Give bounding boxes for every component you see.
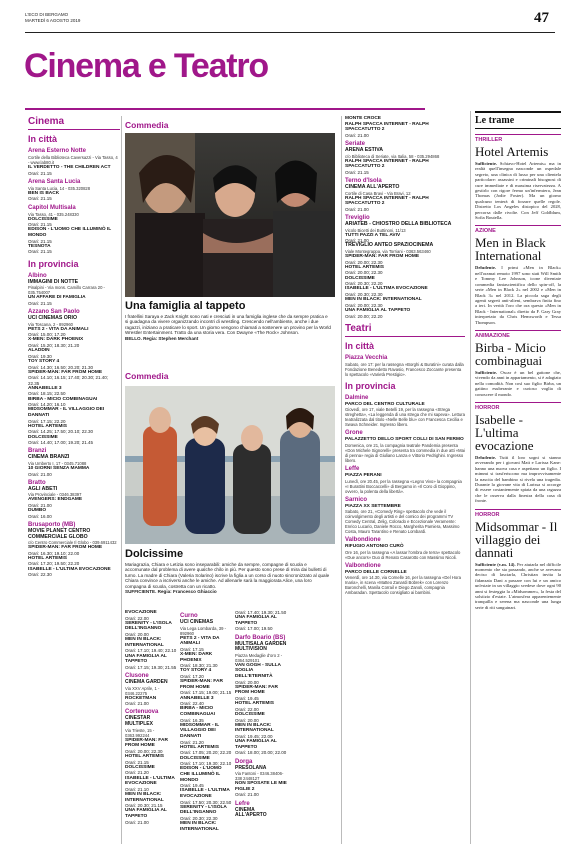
header-rule [25,32,555,33]
venue-city: Branzi [28,448,47,455]
venue-city: Curno [180,613,198,619]
film-title: ALADDIN [28,348,50,354]
film-title: PETS 2 - VITA DA ANIMALI [28,326,89,332]
film-title: MIDSOMMAR - IL VILLAGGIO DEI DANNATI [180,722,220,739]
venue-name: TREVIGLIO ANTEO SPAZIOCINEMA [345,242,434,249]
teatro-venue: RIFUGIO ANTONIO CURÒ [345,544,404,550]
teatro-name: Piazza Vecchia [345,354,388,361]
movie2-photo [125,386,335,544]
film-title: AVENGERS: ENDGAME [28,497,83,503]
venue-city: Darfo Boario (BS) [235,634,286,641]
venue-name: Arena Esterno Notte [28,148,87,154]
teatro-text: Giovedì, ore 17, viale Betelli 19, per la rassegna «Strega streghetta», «La leggenda di una strega che mi sapeva». Lettura teatralizzata dal titolo «Nelle Belle blu» con Francesca Cecilia e Swava Schneider. Ingresso libero. [345,407,465,428]
teatro-text: Venerdì, ore 14.30, via Cornelle 16, per la rassegna «Del Hora Inaria», in scena «Matteo Zanardi Bobrek» con Lorenzo Baronchelli, Manila Corrail e Diego Zanoli, compagnia Ambaradan. Spettacolo consigliato ai bambini. [345,575,461,596]
movie1-credits: BELLO. Regia: Stephen Merchant [125,335,199,341]
venue-address: Via Tasso, 41 - 035.248330 [28,211,79,217]
film-title: MEN IN BLACK: INTERNATIONAL [125,637,164,648]
film-title: DOLCISSIME [345,275,375,281]
teatro-city: Leffe [345,465,360,472]
showtimes: Orari: 15.20; 18.30; 21.20 [28,342,80,348]
showtimes: Orari: 21.15 [345,169,369,175]
showtimes: Orari: 14.25; 17.50; 20.10; 22.30 [28,429,94,435]
film-title: ISABELLE - L'ULTIMA EVOCAZIONE [180,788,230,799]
film-title: RALPH SPACCA INTERNET - RALPH SPACCATUTTO 2 [345,195,429,207]
film-title: MEN IN BLACK: INTERNATIONAL [235,722,274,734]
showtimes: Orari: 21.15 [28,196,52,202]
venue-name: UCI CINEMAS [180,619,214,625]
film-title: HOTEL ARTEMIS [180,744,219,750]
movie2-credits: SUFFICIENTE. Regia: Francesco Ghiaccio [125,589,217,595]
showtimes: Orari: 19.30 [28,353,52,359]
showtimes: Orari: 21.15 [28,222,52,228]
showtimes: Orari: 17.20; 19.50; 22.20 [28,561,80,567]
showtimes: Orari: 21.20 [180,739,204,745]
showtimes: Orari: 20.00; 22.30 [345,302,383,308]
review-genre: HORROR [475,402,561,411]
showtimes: Orari: 21.15 [28,249,52,255]
film-title: ROCKETMAN [125,695,157,701]
section-title: Cinema e Teatro [24,47,269,85]
venue-city: Bratto [28,479,46,486]
showtimes: Orari: 19.45; 22.00 [235,733,273,739]
venue-address: Via Umberto I, 17 - 0345.71088 [28,460,87,466]
film-title: ANNABELLE 3 [28,385,62,391]
film-title: UNA FAMIGLIA AL TAPPETO [235,739,277,750]
review-text: Oscar è un bel gattone che, vivendo da anni in appartamento, si è adagiato nella comodità. Non così suo figlio Birba, un gattino esuberante e curioso voglia di conoscere il mondo. [475,369,561,397]
film-title: UNA FAMIGLIA AL TAPPETO [125,653,167,665]
film-title: PETS 2 - VITA DA ANIMALI [180,635,220,647]
teatro-city: Sarnico [345,496,368,503]
film-title: SPIDER-MAN: FAR FROM HOME [235,684,278,696]
venue-address: Piazza Medaglie d'oro 2 - 0364.529101 [235,652,283,663]
film-title: TUTTI PAZZI A TEL AVIV [345,232,401,238]
teatro-venue: PIAZZA PERANI [345,472,382,478]
review-body [475,265,561,324]
venue-city: Lefre [235,800,250,807]
showtimes: Orari: 22.00 [235,706,259,712]
venue-city: Albino [28,272,47,279]
paper-date: MARTEDÌ 6 AGOSTO 2019 [25,18,81,23]
showtimes: Orari: 21.15 [125,759,149,765]
showtimes: Orari: 20.30; 22.30 [345,291,383,297]
review-rating: Deludente. [475,265,497,271]
film-title: DUMBO [28,508,47,514]
showtimes: Orari: 21.20 [125,770,149,776]
showtimes: Orari: 17.10; 19.30; 22.10 [180,761,232,767]
film-title: HOTEL ARTEMIS [28,423,67,429]
film-title: X-MEN: DARK PHOENIX [180,651,213,663]
venue-name: MOVIE PLANET CENTRO COMMERCIALE GLOBO [28,527,91,540]
review-genre: AZIONE [475,225,561,234]
listings-grid-col-spare [289,610,339,844]
movie2-text: Mariagrazia, Chiara e Letizia sono inseparabili: amiche da sempre, compagne di scuola e accomunate dal problema di avere qualche chilo in più. Per questo sono prese di mira dai bulletti di turno. La madre di Chiara (Valeria Solarino) iscrive la figlia a un corso di nuoto sincronizzato al quale Chiara convince a iscriversi anche le amiche. Ad allenarle sarà la maggiorata Alice, una loro compagna di scuola, costretta con un ricatto. [125,562,330,589]
review-body [475,562,561,611]
venue-city: Cortenuova [125,709,159,716]
showtimes: Orari: 16.30; 19.10; 22.00 [28,550,80,556]
listings-grid-col-b [180,610,232,844]
showtimes: Orari: 20.00 [235,679,259,685]
venue-address: Cortile di Casa Bravi - Via Bravi, 12 [345,190,411,196]
teatro-city: Dalmine [345,394,369,401]
venue-address: Vicolo Bicetti dei Buttinoni, 11/13 [345,227,406,233]
review-text: Tutti il loro sogni si stanno avverando per i giovani Matt e Larissa Kane: hanno una nuova casa e aspettano un figlio. I mimmi si trasferiscono ma improvvisamente la nascita del bambino si rivela una tragedia. Durante la giovane vita di Larissa si accorge di essere costantemente spiata da una ragazza che le osserva dalla finestra della casa di fronte. [475,454,561,504]
showtimes: Orari: 20.00 [235,717,259,723]
venue-name: CINEMA ALL'APERTO [235,806,267,819]
movie1-photo [125,133,335,297]
film-title: UNA FAMIGLIA AL TAPPETO [125,808,167,819]
showtimes: Orari: 21.15 [28,238,52,244]
showtimes: Orari: 17.15 [180,646,204,652]
review-text: I primi «Men in Black» nell'oramai remoto 1997 sono stati Will Smith e Tommy Lee Johnson, icone diventate commedia fantascientifica dello spin-off, la serie «Men in Black 2» nel 2002 e «Men in Black 3» nel 2012. La piccola saga degli agenti segreti anti-alieni, sembrava finita fino a ieri. In verità l'oro che ora questo «Men in Black - International» diretto da F. Gary Gray interpretato da Chris Hemsworth e Tessa Thompson. [475,265,561,325]
teatro-text: Lunedì, ore 20.45, per la rassegna «Legno Vivo» la compagnia «I Burattini Boccaccelli» di Bergamo in «Il Coro di Gioppino, ovvero, la polenta della libertà». [345,478,462,494]
review-rating: Sufficiente. [475,369,498,375]
showtimes: Orari: 17.15; 22.20 [28,418,66,424]
film-title: SPIDER-MAN: FAR FROM HOME [180,679,223,690]
showtimes: Orari: 21.00 [345,132,369,138]
showtimes: Orari: 20.00; 22.20 [345,313,383,319]
film-title: X-MEN: DARK PHOENIX [28,337,84,343]
showtimes: Orari: 17.15; 19.00; 21.15 [180,690,232,696]
showtimes: Orari: 22.00 [125,615,149,621]
teatro-text: Sabato, ore 21, «Comedy Ring» spettacolo che vede il coinvolgimento degli artisti e del comico dei programmi TV Comedy Central, Zelig, Colorado e Eccezionale Veramente: Enrico Lucario, Daniele Rocco, Margherita Pamiera, Massimo Costa, Mauro Tarantino e Renato Lombardi. [345,509,460,535]
review-genre: HORROR [475,509,561,518]
teatro-city: Valbondione [345,562,381,569]
teatri-in-city: In città [345,340,375,351]
film-title: DOLCISSIME [28,434,58,440]
venue-name: IMMAGINI DI NOTTE [28,278,79,285]
venue-name: ARENA ESTIVA [345,146,384,153]
film-title: DOLCISSIME [180,755,210,761]
film-title: DOLCISSIME [28,216,58,222]
showtimes: Orari: 17.50; 20.30; 22.50 [180,799,232,805]
column-divider [341,116,342,844]
film-title: SERENITY - L'ISOLA DELL'INGANNO [180,804,227,816]
film-title: HOTEL ARTEMIS [28,555,67,561]
showtimes: Orari: 20.30; 22.30 [180,815,218,821]
film-title: SPIDER-MAN: FAR FROM HOME [345,253,420,259]
film-title: TESNOTA [28,243,51,249]
venue-address: Via Fantoni - 0346.38406-338 2448127 [235,771,284,782]
film-title: UNA FAMIGLIA AL TAPPETO [235,615,277,626]
teatro-city: Valbondione [345,537,381,544]
venue-name: PRESOLANA [235,764,267,771]
showtimes: Orari: 21.00 [125,701,149,707]
movie2-title: Dolcissime [125,548,184,560]
showtimes: Orari: 21.00 [28,471,52,477]
showtimes: Orari: 17.15; 19.30; 21.55 [125,664,177,670]
venue-name: CINEMA GARDEN [125,678,168,685]
showtimes: Orari: 16.35 [180,717,204,723]
teatro-venue: PARCO DELLE CORNELLE [345,569,407,575]
paper-header [25,12,80,24]
review-title: Men in Black International [475,235,546,264]
venue-city: Clusone [125,672,149,679]
film-title: TOY STORY 4 [28,358,60,364]
film-title: RALPH SPACCA INTERNET - RALPH SPACCATUTTO 2 [345,121,429,133]
column-divider [121,116,122,844]
review-title: Birba - Micio combinaguai [475,339,546,368]
film-title: MIDSOMMAR - IL VILLAGGIO DEI DANNATI [28,407,105,418]
showtimes: Orari: 21.00 [235,792,259,798]
film-title: EVOCAZIONE [125,610,157,615]
showtimes: Orari: 14.20; 16.10 [28,402,66,408]
showtimes: Orari: 21.00 [28,502,52,508]
movie2-synopsis [125,562,331,594]
showtimes: Orari: 22.30 [28,572,52,578]
movie1-synopsis [125,314,331,341]
page-number: 47 [534,10,549,26]
film-title: BIRBA - MICIO COMBINAGUAI [180,706,215,717]
film-title: HOTEL ARTEMIS [345,264,384,270]
venue-city: Azzano San Paolo [28,308,80,315]
venue-address: Via Toscana, 2 - 892960 [28,321,74,327]
showtimes: Orari: 18.00; 20.00; 22.00 [235,750,287,756]
film-title: MEN IN BLACK: INTERNATIONAL [180,821,219,832]
venue-address: Cortile della Biblioteca Caversazzi - Via Tasso, 4 - www.lab80.it [28,155,118,165]
film-title: BEN IS BACK [28,190,60,196]
venue-address: Via Provinciale - 0346.38397 [28,492,82,498]
rule [28,129,120,130]
teatri-province: In provincia [345,380,396,391]
listings-column [28,116,120,846]
teatro-venue: PALAZZETTO DELLO SPORT COLLI DI SAN FERMO [345,437,464,443]
in-city-heading: In città [28,134,58,144]
venue-address: Viale Montegrappa, via Torriani - 0363.563460 [345,248,431,254]
listings-column-right [345,116,465,846]
venue-name: CINEMA BRANZI [28,454,70,461]
showtimes: Orari: 18.15; 22.50 [28,391,66,397]
showtimes: Orari: 20.00; 22.30 [345,259,383,265]
showtimes: Orari: 17.00; 19.50 [235,626,273,632]
film-title: ANNABELLE 3 [180,695,214,701]
showtimes: Orari: 18.30; 21.30 [180,663,218,669]
film-title: UNA FAMIGLIA AL TAPPETO [345,307,411,313]
film-title: SPIDER-MAN: FAR FROM HOME [28,545,103,551]
rule [345,336,465,337]
review-rating: Deludente. [475,454,497,460]
listings-grid-col-c [235,610,287,844]
review-genre: ANIMAZIONE [475,330,561,339]
film-title: SPIDER-MAN: FAR FROM HOME [125,737,168,749]
movie1-text: I fratellini Saraya e Zack Knight sono nati e cresciuti in una famiglia inglese che da sempre pratica e si guadagna da vivere organizzando incontri di wrestling. Crescendo nell'ambiente, anche i due ragazzi, iniziano a praticare lo sport. Un giorno vengono chiamati a sostenere un provino per la World Wrestler Entertainment. Tratto da una storia vera. Con Dwayne «The Rock» Johnson. [125,314,331,336]
showtimes: Orari: 17.20 [180,673,204,679]
film-title: NON SPOSATE LE MIE FIGLIE 2 [235,781,287,792]
film-title: ISABELLE - L'ULTIMA EVOCAZIONE [28,566,111,572]
teatro-text: Sabato, ore 17: per la rassegna «Borghi & Buratini» curata dalla Fondazione Benedetto Ravasio, Francesco Zoccante presenta lo spettacolo «Varietà Prestigio». [345,361,464,377]
review-title: Isabelle - L'ultima evocazione [475,411,534,453]
venue-city: Terno d'Isola [345,177,382,184]
venue-address: Via Lega Lombarda, 39 - 892960 [180,625,227,636]
venue-name: UCI CINEMAS ORIO [28,314,77,321]
showtimes: Orari: 21.00 [125,819,149,825]
showtimes: Orari: 17.10; 19.40; 22.10 [125,648,177,654]
showtimes: Orari: 14.40; 17.00; 19.20; 21.45 [28,440,94,446]
showtimes: Orari: 17.05; 20.20; 22.20 [180,750,232,756]
film-title: SPIDER-MAN: FAR FROM HOME [28,369,103,375]
cinema-heading: Cinema [28,116,65,127]
film-title: DOLCISSIME [125,764,155,770]
movie2-genre-label: Commedia [125,371,169,381]
film-title: BIRBA - MICIO COMBINAGUAI [28,396,98,402]
film-title: DOLCISSIME [235,711,265,717]
province-heading: In provincia [28,258,79,269]
venue-name: AGLI ABETI [28,485,58,492]
film-title: ISABELLE - L'ULTIMA EVOCAZIONE [125,775,175,787]
film-title: VAN GOGH - SULLA SOGLIA DELL'ETERNITÀ [235,662,281,679]
film-title: HOTEL ARTEMIS [235,701,274,707]
teatro-text: Ore 16, per la rassegna «A lassar l'ombra de terra» spettacolo «Due ancors» Duo di Renato Casarotto con Massimo Nicoli. [345,549,461,560]
showtimes: Orari: 22.40 [180,701,204,707]
movie1-genre-label: Commedia [125,120,169,130]
showtimes: Orari: 14.10; 16.15; 17.40; 20.30; 21.40; 22.35 [28,375,109,386]
venue-name: ARIATEB - CHIOSTRO DELLA BIBLIOTECA [345,220,452,227]
review-rating: Sufficiente. [475,161,498,166]
film-title: MEN IN BLACK: INTERNATIONAL [345,297,422,303]
teatri-heading: Teatri [345,322,372,334]
listings-grid-col-a [125,610,177,844]
showtimes: Orari: 21.10 [125,786,149,792]
venue-city: Dorga [235,758,253,765]
teatro-city: Grone [345,430,363,437]
reviews-sidebar [475,111,561,841]
showtimes: Orari: 20.00; 22.30 [345,270,383,276]
review-rating: Sufficiente (v.m. 14). [475,561,516,567]
showtimes: Orari: 14.30; 16.50; 20.20; 21.30 [28,364,94,370]
movie1-title: Una famiglia al tappeto [125,300,246,312]
showtimes: Orari: 21.00 [345,206,369,212]
teatro-venue: PIAZZA XX SETTEMBRE [345,503,401,509]
venue-name: CINESTAR MULTIPLEX [125,715,153,727]
title-rule [25,108,425,110]
column-divider [470,111,471,844]
film-title: EDISON - L'UOMO CHE ILLUMINÒ IL MONDO [28,227,112,238]
review-body [475,370,561,397]
showtimes: Orari: 16.00 [28,513,52,519]
venue-address: Via Santa Lucia, 14 - 035.320828 [28,185,91,191]
showtimes: Orari: 21.15 [28,170,52,176]
venue-name: Arena Santa Lucia [28,178,81,185]
showtimes: Orari: 20.30; 21.15 [125,803,163,809]
venue-city: Treviglio [345,214,370,221]
review-title: Hotel Artemis [475,144,549,159]
venue-address: c/o Centro Commerciale Il Globo - 039.6911432 [28,540,117,546]
showtimes: Orari: 21.00 [345,238,369,244]
film-title: MEN IN BLACK: INTERNATIONAL [125,791,164,803]
review-genre: THRILLER [475,134,561,143]
review-body [475,455,561,504]
venue-address: Via Trieste, 15 - 0363.992244 [125,727,155,738]
teatro-venue: PARCO DEL CENTRO CULTURALE [345,401,425,407]
venue-name: CINEMA ALL'APERTO [345,183,400,190]
review-body [475,161,561,220]
venue-name: MULTISALA GARDEN MULTIVISION [235,640,287,653]
film-title: HOTEL ARTEMIS [125,753,164,759]
showtimes: Orari: 19.45 [235,695,259,701]
film-title: UN AFFARE DI FAMIGLIA [28,295,86,301]
review-text: Per aiutarla nel difficile momento che sta passando, anche se avevano deciso di lasciarla, Christian invita la fidanzata Dani a passare con lui e un amico un'estate in un villaggio svedese dove ogni 90 anni si festeggia la «Midsommer», la festa del solstizio d'estate. L'atmosfera apparentemente tranquilla e serena ma nasconde una lunga serie di riti sanguinari. [475,561,561,610]
film-title: TOY STORY 4 [180,668,212,674]
film-title: ISABELLE - L'ULTIMA EVOCAZIONE [345,286,428,292]
showtimes: Orari: 17.40; 19.30; 21.50 [235,610,287,615]
venue-address: c/o Biblioteca di Seriate, via Italia, 58 - 035.294868 [345,153,440,159]
venue-address: Pinalpini - Via mons. Camillo Carrara 20 - 035.754007 [28,285,105,296]
showtimes: Orari: 20.30; 22.20 [345,281,383,287]
venue-city: Brusaporto (MB) [28,521,76,528]
showtimes: Orari: 20.00; 22.30 [125,748,163,754]
showtimes: Orari: 21.15 [28,300,52,306]
teatro-text: Domenica, ore 21, la compagnia teatrale Pandemia presenta «Don Michele Signorelli» presenta tra commedia in due atti «Mai di penna» regia di Giuliano Lanza e Vittorio Pedrighini. Ingresso libero. [345,442,465,463]
showtimes: Orari: 15.00; 17.20 [28,332,66,338]
film-title: MONTE CROCE [345,116,381,121]
film-title: 10 GIORNI SENZA MAMMA [28,465,90,471]
showtimes: Orari: 20.00 [125,631,149,637]
venue-name: Capitol Multisala [28,204,76,211]
sidebar-heading: Le trame [475,111,561,129]
film-title: SERENITY - L'ISOLA DELL'INGANNO [125,620,172,632]
venue-address: Via XXV Aprile, 1 - 0346.22275 [125,685,160,696]
film-title: RALPH SPACCA INTERNET - RALPH SPACCATUTTO 2 [345,158,429,170]
review-text: Schiavo-Hotel Artemis» ma in realtà quell'insegna nasconde un ospedale segreto, una clinica di lusso per una clientela particolare: assassini e criminali bisognosi di cure immediate e di massima riservatezza. A gestirlo con rigore fermo un'infermiera, Jean Thomas (Jodie Foster). Ma un giorno qualcuno tenterà di forzare quelle regole. Distretto Los Angeles distopico del 2028, percorsa dalle rivolte. Con Jeff Goldblum, Sofia Boutella. [475,161,561,221]
film-title: IL VERDETTO - THE CHILDREN ACT [28,165,111,170]
venue-city: Seriate [345,140,366,147]
showtimes: Orari: 19.45 [180,783,204,789]
paper-name: L'ECO DI BERGAMO [25,12,69,17]
review-title: Midsommar - Il villaggio dei dannati [475,518,558,560]
film-title: EDISON - L'UOMO CHE ILLUMINÒ IL MONDO [180,766,222,783]
